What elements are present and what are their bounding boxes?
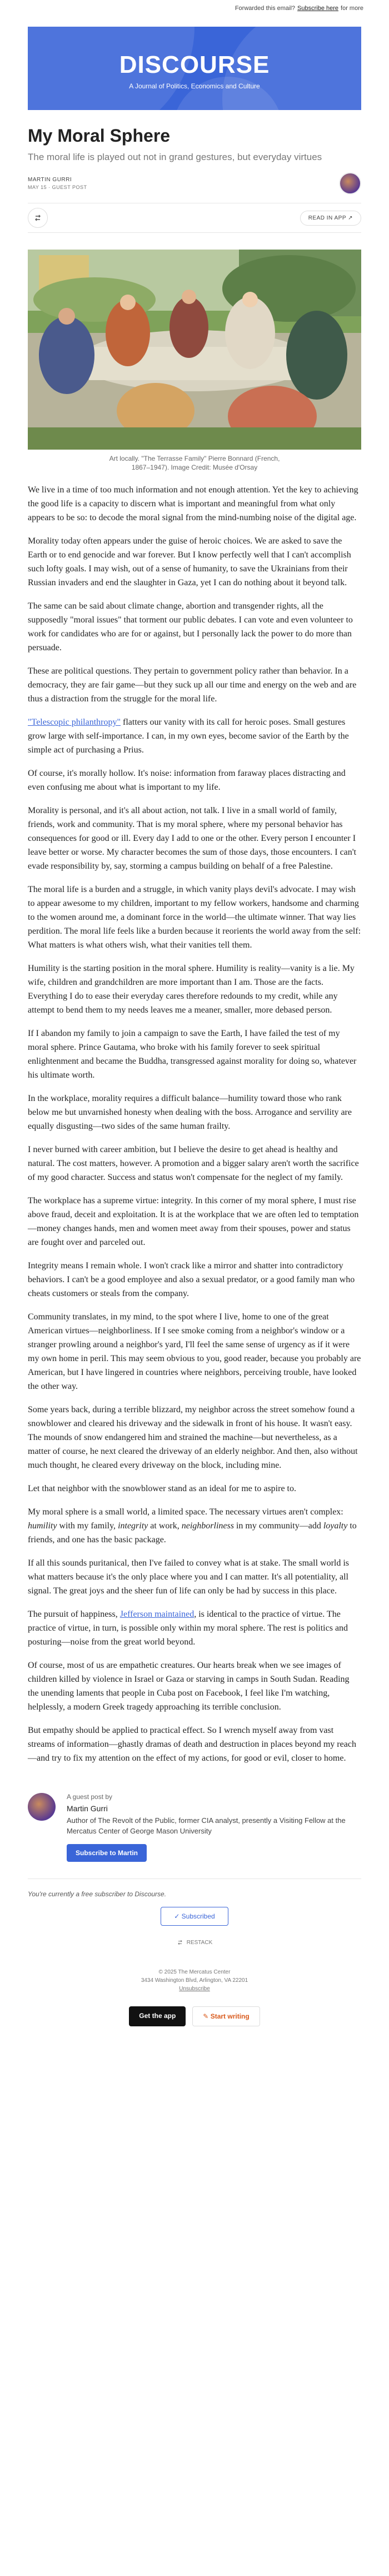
copyright: © 2025 The Mercatus Center [158, 1969, 231, 1975]
body-paragraph: Of course, it's morally hollow. It's noise: information from faraway places distracting and even confusing me about what is important to my life. [28, 769, 346, 792]
body-paragraph: If all this sounds puritanical, then I've failed to convey what is at stake. The small world is what matters because it's the only place where you and I can matter. It's all potentiality, all signal. The great joys and the sheer fun of life can only be had by success in this place. [28, 1558, 350, 1596]
post-body [28, 483, 361, 1765]
footer [28, 1968, 361, 1993]
byline [28, 171, 361, 196]
body-paragraph: Morality today often appears under the guise of heroic choices. We are asked to save the Earth or to end genocide and war forever. But I know perfectly well that I can't accomplish such lofty goals. I may wish, out of a sense of humanity, to save the Ukrainians from their Russian invaders and end the slaughter in Gaza, yet I can do nothing about it beyond talk. [28, 536, 351, 587]
check-icon: ✓ [174, 1912, 182, 1920]
address: 3434 Washington Blvd, Arlington, VA 22201 [141, 1977, 248, 1984]
subscribed-button[interactable]: ✓ Subscribed [161, 1907, 228, 1926]
body-paragraph: The pursuit of happiness, Jefferson maintained, is identical to the practice of virtue. The practice of virtue, in turn, is possible only within my moral sphere. The rest is politics and posturing—noise from the great world beyond. [28, 1610, 348, 1647]
author-avatar-large[interactable] [28, 1793, 56, 1821]
publication-logo: DISCOURSE [119, 51, 270, 78]
footer-restack[interactable]: RESTACK [28, 1939, 361, 1946]
body-paragraph: I never burned with career ambition, but I believe the desire to get ahead is healthy and natural. The cost matters, however. A promotion and a bigger salary aren't worth the sacrifice of my good character. Success and status won't compensate for the neglect of my family. [28, 1145, 359, 1182]
image-caption: Art locally. "The Terrasse Family" Pierre Bonnard (French, 1867–1947). Image Credit: Musée d'Orsay [109, 455, 280, 471]
restack-button[interactable] [28, 208, 48, 228]
body-paragraph: Of course, most of us are empathetic creatures. Our hearts break when we see images of children killed by violence in Israel or Gaza or starving in camps in South Sudan. Reading the unending laments that people in Cuba post on Facebook, I feel like I'm watching, helplessly, a modern Greek tragedy approaching its terrible conclusion. [28, 1661, 350, 1712]
author-box-name[interactable]: Martin Gurri [67, 1804, 108, 1813]
post-subtitle: The moral life is played out not in grand gestures, but everyday virtues [28, 152, 322, 162]
body-paragraph: Community translates, in my mind, to the spot where I live, home to one of the great American virtues—neighborliness. If I see smoke coming from a neighbor's window or a stranger prowling around a neighbor's yard, I'll feel the same sense of urgency as if it were my own home in peril. This may seem obvious to you, good reader, because you probably are American, but I have lingered in countries where neighbors, perceiving trouble, have looked the other way. [28, 1312, 361, 1391]
body-paragraph: My moral sphere is a small world, a limited space. The necessary virtues aren't complex: humility with my family, integrity at work, neighborliness in my community—add loyalty to friends, and one has the basic package. [28, 1507, 357, 1544]
author-avatar[interactable] [339, 172, 361, 195]
forward-suffix: for more [341, 5, 363, 12]
post-date: MAY 15 · GUEST POST [28, 185, 87, 190]
post-title[interactable]: My Moral Sphere [28, 126, 171, 146]
body-paragraph: We live in a time of too much information and not enough attention. Yet the key to achieving the good life is a capacity to discern what is important and meaningful from what only appears to be so: to decode the moral signal from the mind-numbing noise of the digital age. [28, 485, 358, 522]
body-paragraph: The same can be said about climate change, abortion and transgender rights, all the supposedly "moral issues" that torment our public debates. I can vote and even volunteer to work for candidates who are for or against, but I personally lack the power to do more than persuade. [28, 601, 353, 652]
body-paragraph: Let that neighbor with the snowblower stand as an ideal for me to aspire to. [28, 1484, 296, 1493]
restack-icon [177, 1939, 183, 1946]
body-paragraph: The workplace has a supreme virtue: integrity. In this corner of my moral sphere, I must rise above fraud, deceit and exploitation. It is at the workplace that we are often led to temptation—money changes hands, men and women meet away from their spouses, power and status are fought over and parceled out. [28, 1196, 359, 1247]
app-buttons [28, 2006, 361, 2037]
post-actions [28, 203, 361, 233]
body-paragraph: Morality is personal, and it's all about action, not talk. I live in a small world of family, friends, work and community. That is my moral sphere, where my personal behavior has consequences for good or ill. Every day I add to one or the other. Every person I encounter I leave better or worse. My character becomes the sum of those days, those encounters. I can't evade responsibility by, say, storming a campus building on behalf of a free Palestine. [28, 806, 357, 871]
body-paragraph: Humility is the starting position in the moral sphere. Humility is reality—vanity is a lie. My wife, children and grandchildren are more important than I am. Those are the facts. Everything I do to ease their everyday cares therefore redounds to my credit, while any attempt to bend them to my needs leaves me a meaner, smaller, more debased person. [28, 964, 355, 1015]
guest-post-label: A guest post by [67, 1793, 113, 1801]
forward-text: Forwarded this email? [235, 5, 296, 12]
free-subscriber-note: You're currently a free subscriber to Discourse. [28, 1890, 167, 1898]
body-paragraph: The moral life is a burden and a struggle, in which vanity plays devil's advocate. I may wish to appear awesome to my children, important to my fellow workers, handsome and charming to the women around me, a dominant force in the world—the ultimate winner. That way lies perdition. The moral life feels like a burden because it reorients the world away from the self: What matters is what others wish, what their vanities tell them. [28, 885, 361, 950]
painting-image[interactable] [28, 250, 361, 450]
body-paragraph: If I abandon my family to join a campaign to save the Earth, I have failed the test of my moral sphere. Prince Gautama, who broke with his family forever to seek spiritual enlightenment and became the Buddha, transgressed against morality for doing so, whatever his ultimate worth. [28, 1029, 357, 1080]
body-paragraph: In the workplace, morality requires a difficult balance—humility toward those who rank below me but unvarnished honesty when dealing with the boss. Arrogance and servility are equally disgusting—two sides of the same human frailty. [28, 1094, 352, 1131]
subscribe-here-link[interactable]: Subscribe here [297, 5, 339, 12]
author-bio: Author of The Revolt of the Public, former CIA analyst, presently a Visiting Fellow at the Mercatus Center of George Mason University [67, 1816, 346, 1835]
body-paragraph: "Telescopic philanthropy" flatters our vanity with its call for heroic poses. Small gestures grow large with self-importance. I can, in my own eyes, become savior of the Earth by the simple act of purchasing a Prius. [28, 718, 349, 755]
telescopic-philanthropy-link[interactable]: "Telescopic philanthropy" [28, 718, 121, 727]
body-paragraph: But empathy should be applied to practical effect. So I wrench myself away from vast streams of information—ghastly dramas of death and destruction in places beyond my reach—and try to fix my attention on the effect of my actions, for good or evil, closer to home. [28, 1726, 356, 1763]
restack-icon [33, 213, 42, 222]
publication-banner[interactable] [28, 27, 361, 110]
author-box [28, 1782, 361, 1862]
unsubscribe-link[interactable]: Unsubscribe [179, 1986, 210, 1992]
get-the-app-button[interactable]: Get the app [129, 2006, 186, 2026]
body-paragraph: Integrity means I remain whole. I won't crack like a mirror and shatter into contradictory behaviors. I can't be a good employee and also a sexual predator, or a good family man who cheats customers or steals from the company. [28, 1261, 355, 1298]
read-in-app-label: READ IN APP [308, 215, 346, 221]
subscribe-to-author-button[interactable]: Subscribe to Martin [67, 1844, 147, 1862]
author-name[interactable]: MARTIN GURRI [28, 177, 72, 183]
body-paragraph: Some years back, during a terrible blizzard, my neighbor across the street somehow found a snowblower and cleared his driveway and the sidewalk in front of his house. It wasn't easy. The mounds of snow endangered him and strained the machine—but nevertheless, as a matter of course, he next cleared the driveway of an elderly neighbor. And then, also without much thought, he cleared every driveway on the block, including mine. [28, 1405, 358, 1470]
body-paragraph: These are political questions. They pertain to government policy rather than behavior. In a democracy, they are fair game—but they suck up all our time and energy on the web and are thus a distraction from the struggle for the moral life. [28, 666, 357, 704]
publication-tagline: A Journal of Politics, Economics and Culture [129, 82, 260, 90]
read-in-app-button[interactable] [300, 211, 361, 226]
forward-bar [0, 0, 389, 17]
arrow-icon: ↗ [348, 215, 353, 221]
pen-icon: ✎ [203, 2012, 211, 2020]
jefferson-link[interactable]: Jefferson maintained [119, 1610, 194, 1619]
start-writing-button[interactable]: ✎ Start writing [192, 2006, 260, 2026]
